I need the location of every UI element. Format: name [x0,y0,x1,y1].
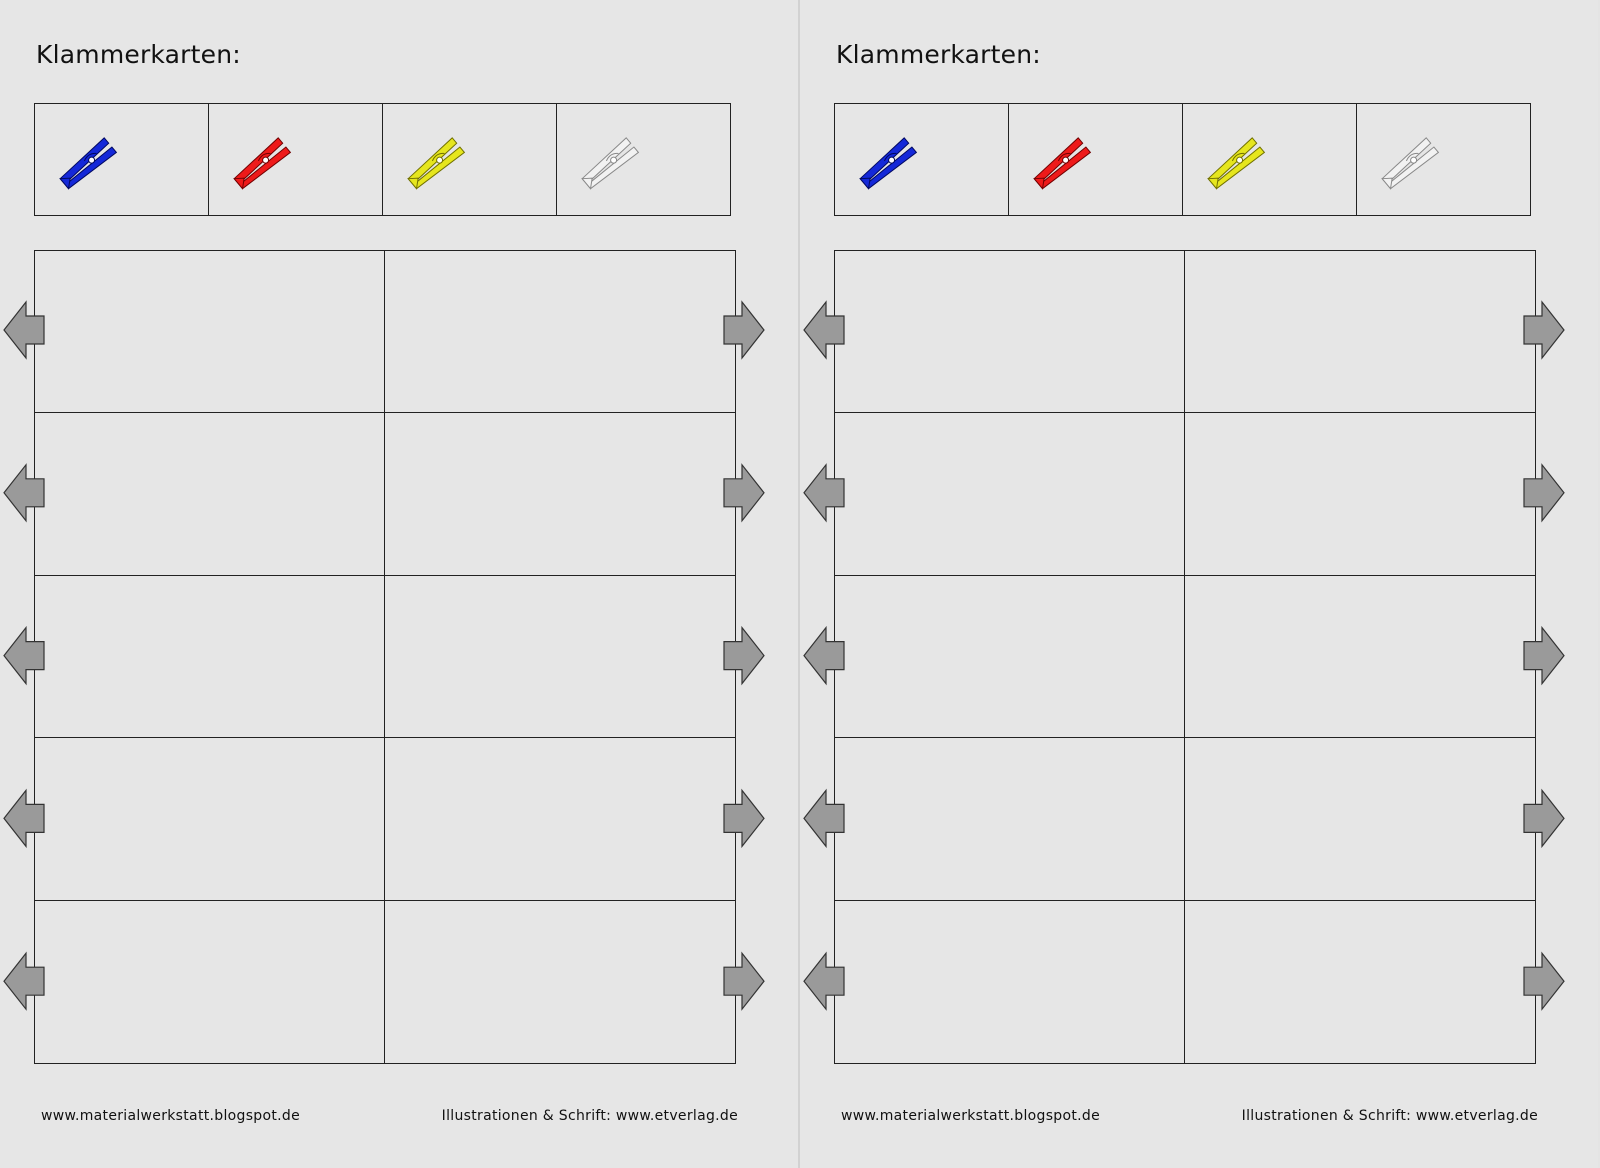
palette-cell-yellow [1183,104,1357,215]
arrow-left-icon [804,790,844,846]
footer-credit: Illustrationen & Schrift: www.etverlag.de [441,1108,738,1124]
arrow-left-icon [4,302,44,358]
clothespin-icon [47,124,127,204]
clothespin-icon [569,124,649,204]
palette-cell-yellow [383,104,557,215]
arrow-left-icon [804,302,844,358]
sheet-title: Klammerkarten: [836,40,1041,69]
footer-credit: Illustrationen & Schrift: www.etverlag.de [1241,1108,1538,1124]
palette-cell-white [1357,104,1530,215]
palette-cell-red [1009,104,1183,215]
arrow-right-icon [724,953,764,1009]
arrow-right-icon [1524,953,1564,1009]
arrow-right-icon [724,465,764,521]
clothespin-palette [834,103,1531,216]
worksheet-left [0,0,798,1168]
arrow-left-icon [4,790,44,846]
arrow-left-icon [804,628,844,684]
arrow-markers [800,250,1598,1065]
worksheet-right [800,0,1598,1168]
palette-cell-white [557,104,730,215]
arrow-left-icon [804,953,844,1009]
arrow-left-icon [804,465,844,521]
clothespin-icon [221,124,301,204]
arrow-right-icon [1524,465,1564,521]
arrow-right-icon [724,790,764,846]
arrow-right-icon [724,302,764,358]
clothespin-palette [34,103,731,216]
clothespin-icon [847,124,927,204]
arrow-left-icon [4,465,44,521]
footer-website: www.materialwerkstatt.blogspot.de [841,1108,1100,1124]
clothespin-icon [1195,124,1275,204]
card-area [0,250,798,1065]
clothespin-icon [1021,124,1101,204]
arrow-right-icon [1524,628,1564,684]
arrow-right-icon [724,628,764,684]
clothespin-icon [395,124,475,204]
palette-cell-blue [35,104,209,215]
arrow-right-icon [1524,302,1564,358]
clothespin-icon [1369,124,1449,204]
palette-cell-blue [835,104,1009,215]
arrow-left-icon [4,628,44,684]
card-area [800,250,1598,1065]
arrow-left-icon [4,953,44,1009]
arrow-markers [0,250,798,1065]
sheet-title: Klammerkarten: [36,40,241,69]
arrow-right-icon [1524,790,1564,846]
footer-website: www.materialwerkstatt.blogspot.de [41,1108,300,1124]
palette-cell-red [209,104,383,215]
